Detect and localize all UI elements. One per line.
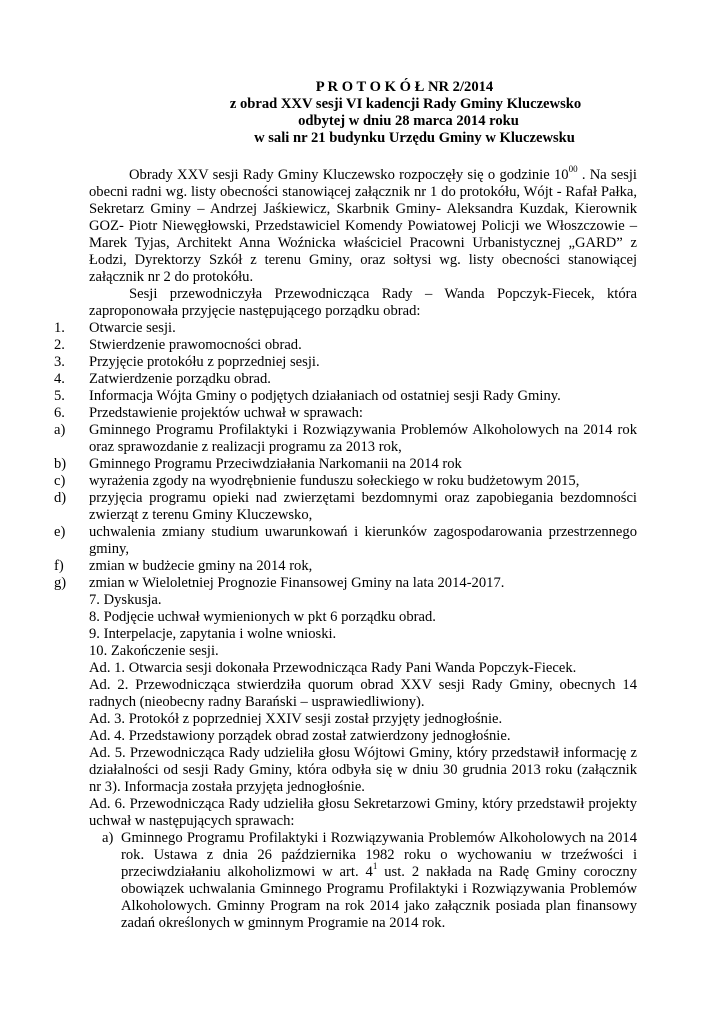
list-item: b) Gminnego Programu Przeciwdziałania Narkomanii na 2014 rok: [54, 456, 462, 472]
protocol-title: P R O T O K Ó Ł NR 2/2014: [315, 79, 494, 95]
list-item: g) zmian w Wieloletniej Prognozie Finansowej Gminy na lata 2014-2017.: [54, 575, 505, 591]
list-item: 1. Otwarcie sesji.: [54, 320, 176, 336]
agenda-item-8: 8. Podjęcie uchwał wymienionych w pkt 6 porządku obrad.: [89, 609, 436, 625]
session-line: z obrad XXV sesji VI kadencji Rady Gminy Kluczewsko: [229, 96, 582, 112]
list-item: c) wyrażenia zgody na wyodrębnienie funduszu sołeckiego w roku budżetowym 2015,: [54, 473, 580, 489]
list-item: 3. Przyjęcie protokółu z poprzedniej sesji.: [54, 354, 320, 370]
agenda-list: [54, 320, 637, 592]
list-item: d) przyjęcia programu opieki nad zwierzętami bezdomnymi oraz zapobiegania bezdomności zwierząt z terenu Gminy Kluczewsko,: [54, 490, 637, 523]
ad-6: Ad. 6. Przewodnicząca Rady udzieliła głosu Sekretarzowi Gminy, który przedstawił projekty uchwał w następujących sprawach:: [89, 796, 637, 829]
ad-6-item-a: a) Gminnego Programu Profilaktyki i Rozwiązywania Problemów Alkoholowych na 2014 rok. Ustawa z dnia 26 października 1982 roku o wychowaniu w trzeźwości i przeciwdziałaniu alkoholizmowi w art. $4^1$ ust. 2 nakłada na Radę Gminy coroczny obowiązek uchwalania Gminnego Programu Profilaktyki i Rozwiązywania Problemów Alkoholowych. Gminny Program na rok 2014 jako załącznik posiada plan finansowy zadań określonych w gminnym Programie na 2014 rok.: [102, 830, 637, 931]
agenda-item-7: 7. Dyskusja.: [89, 592, 162, 608]
list-item: 2. Stwierdzenie prawomocności obrad.: [54, 337, 302, 353]
date-line: odbytej w dniu 28 marca 2014 roku: [298, 113, 519, 129]
agenda-item-10: 10. Zakończenie sesji.: [89, 643, 219, 659]
ad-1: Ad. 1. Otwarcia sesji dokonała Przewodnicząca Rady Pani Wanda Popczyk-Fiecek.: [89, 660, 577, 676]
protocol-body: [54, 164, 637, 932]
intro-paragraph: Obrady XXV sesji Rady Gminy Kluczewsko rozpoczęły się o godzinie $10^{00}$ . Na sesji obecni radni wg. listy obecności stanowiącej załącznik nr 1 do protokółu, Wójt - Rafał Pałka, Sekretarz Gminy – Andrzej Jaśkiewicz, Skarbnik Gminy- Aleksandra Kuzdak, Kierownik GOZ- Piotr Niewęgłowski, Przedstawiciel Komendy Powiatowej Policji we Włoszczowie – Marek Tyjas, Architekt Anna Woźnicka właściciel Pracowni Urbanistycznej „GARD” z Łodzi, Dyrektorzy Szkół z terenu Gminy, oraz sołtysi wg. listy obecności stanowiącej załącznik nr 2 do protokółu.: [89, 164, 637, 285]
list-item: 6. Przedstawienie projektów uchwał w sprawach:: [54, 405, 363, 421]
list-item: 5. Informacja Wójta Gminy o podjętych działaniach od ostatniej sesji Rady Gminy.: [54, 388, 561, 404]
list-item: e) uchwalenia zmiany studium uwarunkowań i kierunków zagospodarowania przestrzennego gminy,: [54, 524, 637, 557]
list-item: 4. Zatwierdzenie porządku obrad.: [54, 371, 271, 387]
ad-5: Ad. 5. Przewodnicząca Rady udzieliła głosu Wójtowi Gminy, który przedstawił informację z działalności od sesji Rady Gminy, która odbyła się w dniu 30 grudnia 2013 roku (załącznik nr 3). Informacja została przyjęta jednogłośnie.: [89, 745, 637, 795]
protocol-header: [60, 79, 725, 147]
ad-2: Ad. 2. Przewodnicząca stwierdziła quorum obrad XXV sesji Rady Gminy, obecnych 14 radnych (nieobecny radny Barański – usprawiedliwiony).: [89, 677, 637, 710]
chair-paragraph: Sesji przewodniczyła Przewodnicząca Rady – Wanda Popczyk-Fiecek, która zaproponowała przyjęcie następującego porządku obrad:: [89, 286, 637, 319]
location-line: w sali nr 21 budynku Urzędu Gminy w Kluczewsku: [254, 130, 575, 146]
list-item: a) Gminnego Programu Profilaktyki i Rozwiązywania Problemów Alkoholowych na 2014 rok oraz sprawozdanie z realizacji programu za 2013 rok,: [54, 422, 637, 455]
ad-4: Ad. 4. Przedstawiony porządek obrad został zatwierdzony jednogłośnie.: [89, 728, 511, 744]
agenda-item-9: 9. Interpelacje, zapytania i wolne wnioski.: [89, 626, 337, 642]
list-item: f) zmian w budżecie gminy na 2014 rok,: [54, 558, 313, 574]
ad-3: Ad. 3. Protokół z poprzedniej XXIV sesji został przyjęty jednogłośnie.: [89, 711, 503, 727]
